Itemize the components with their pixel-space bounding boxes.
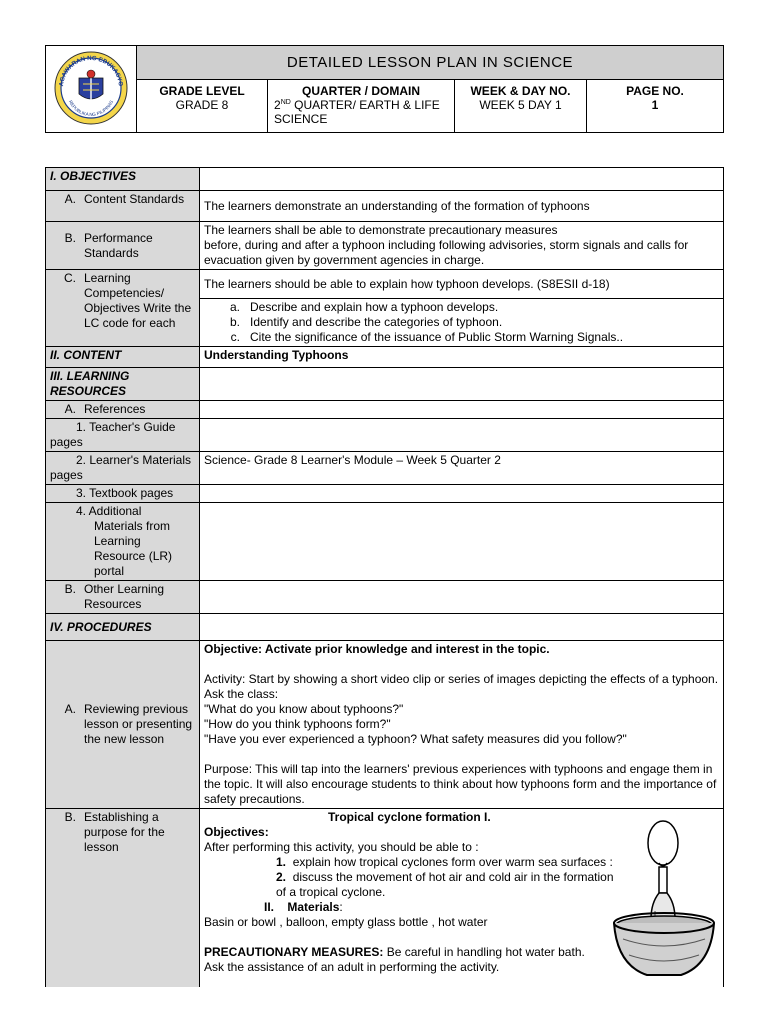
header-table: [45, 45, 724, 133]
reviewing-lesson-text: Objective: Activate prior knowledge and interest in the topic. Activity: Start by showing a short video clip or series of images depicting the effects of a typhoon. Ask the class: "What do you know about typhoons?" "How do you think typhoons form?" "Have you ever experienced a typhoon? What safety measures did you follow?" Purpose: This will tap into the learners' previous experiences with typhoons and engage them in the topic. It will also encourage students to think about how typhoons form and the importance of safety precautions.: [200, 641, 724, 809]
page-number-value: 1: [651, 98, 659, 112]
learning-objectives-list: [200, 299, 724, 347]
content-heading: II. CONTENT: [46, 347, 200, 368]
content-text: Understanding Typhoons: [200, 347, 724, 368]
content-standards-text: The learners demonstrate an understanding of the formation of typhoons: [200, 191, 724, 222]
content-standards-label: A. Content Standards: [46, 191, 200, 222]
learners-materials-label: 2. Learner's Materials pages: [46, 452, 200, 485]
grade-level-value: GRADE 8: [175, 98, 229, 112]
bottle-balloon-bowl-illustration: [609, 815, 719, 981]
week-day-label: WEEK & DAY NO.: [470, 84, 571, 98]
lesson-plan-table: [45, 167, 724, 987]
other-resources-label: B. Other Learning Resources: [46, 581, 200, 614]
performance-standards-text: The learners shall be able to demonstrate precautionary measures before, during and after a typhoon including following advisories, storm signals and calls for evacuation given by government agencies in charge.: [200, 222, 724, 270]
quarter-cell: [268, 80, 455, 133]
objectives-heading: I. OBJECTIVES: [46, 168, 200, 191]
page-number-cell: [587, 80, 724, 133]
list-item: b. Identify and describe the categories of typhoon.: [229, 315, 503, 329]
grade-level-cell: [137, 80, 268, 133]
establishing-purpose-text: Tropical cyclone formation I. Objectives: After performing this activity, you should be able to : 1. explain how tropical cyclones form over warm sea surfaces : 2. discuss the movement of hot air and cold air in the formation of a tropical cyclone. II. Materials: Basin or bowl , balloon, empty glass bottle , hot water PRECAUTIONARY MEASURES: Be careful in handling hot water bath. Ask the assistance of an adult in performing the activity.: [200, 809, 724, 987]
week-day-cell: [455, 80, 587, 133]
deped-seal-icon: [53, 50, 129, 126]
quarter-value: 2ND QUARTER/ EARTH & LIFE SCIENCE: [274, 98, 440, 126]
learning-resources-heading: III. LEARNING RESOURCES: [46, 368, 200, 401]
logo-cell: [46, 46, 137, 133]
svg-text:KAGAWARAN NG EDUKASYON: AGAWARAN NG EDUKASYO: [57, 54, 125, 87]
quarter-label: QUARTER / DOMAIN: [302, 84, 420, 98]
svg-text:REPUBLIKA NG PILIPINAS: REPUBLIKA NG PILIPINAS: [67, 98, 115, 117]
list-item: a. Describe and explain how a typhoon develops.: [229, 300, 499, 314]
learners-materials-text: Science- Grade 8 Learner's Module – Week 5 Quarter 2: [200, 452, 724, 485]
learning-competencies-label: C. Learning Competencies/ Objectives Write the LC code for each: [46, 270, 200, 347]
page-number-label: PAGE NO.: [626, 84, 684, 98]
reviewing-lesson-label: A. Reviewing previous lesson or presenting the new lesson: [46, 641, 200, 809]
list-item: c. Cite the significance of the issuance of Public Storm Warning Signals..: [230, 330, 624, 344]
document-title: DETAILED LESSON PLAN IN SCIENCE: [137, 46, 724, 80]
references-label: A. References: [46, 401, 200, 419]
performance-standards-label: B. Performance Standards: [46, 222, 200, 270]
grade-level-label: GRADE LEVEL: [159, 84, 245, 98]
procedures-heading: IV. PROCEDURES: [46, 614, 200, 641]
week-day-value: WEEK 5 DAY 1: [479, 98, 562, 112]
learning-competencies-text: The learners should be able to explain how typhoon develops. (S8ESII d-18): [200, 270, 724, 299]
textbook-pages-label: 3. Textbook pages: [46, 485, 200, 503]
additional-materials-label: 4. Additional Materials from Learning Resource (LR) portal: [46, 503, 200, 581]
teachers-guide-label: 1. Teacher's Guide pages: [46, 419, 200, 452]
establishing-purpose-label: B. Establishing a purpose for the lesson: [46, 809, 200, 987]
